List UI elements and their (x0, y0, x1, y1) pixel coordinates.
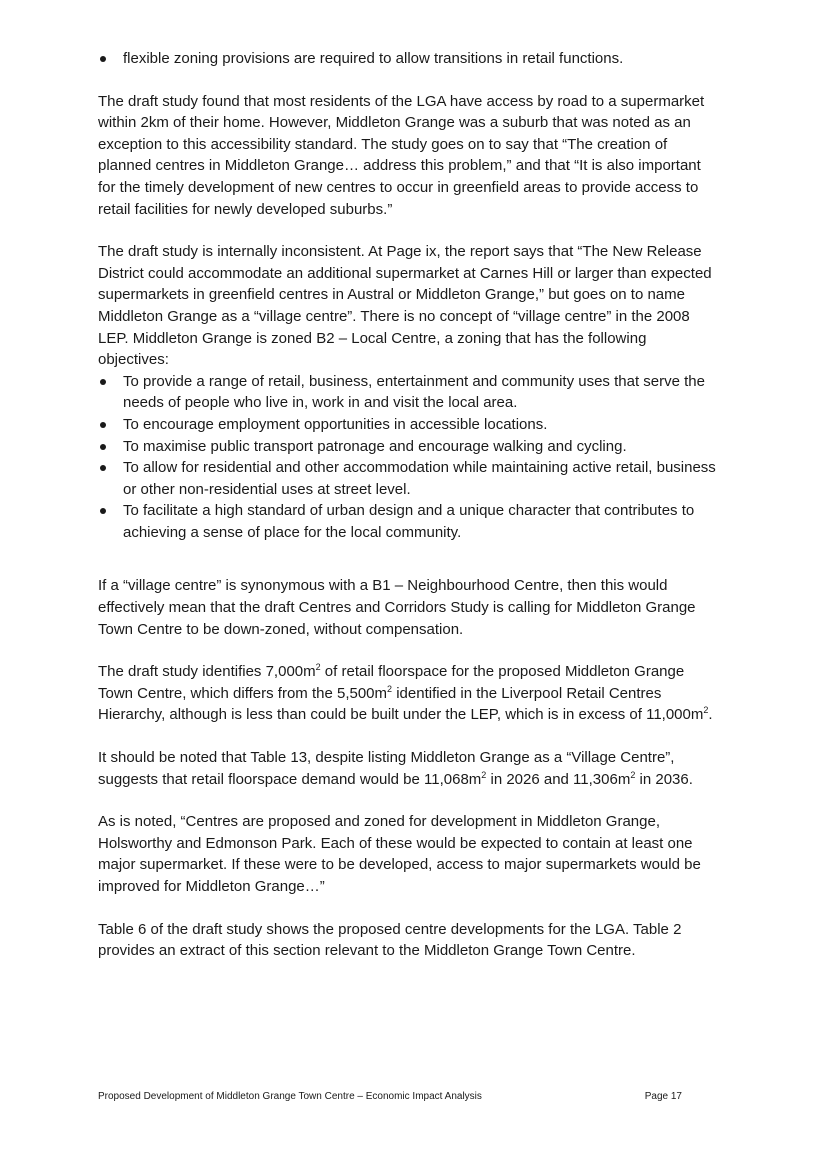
paragraph-inconsistency: The draft study is internally inconsistent. At Page ix, the report says that “The New Release District could accommodate an additional supermarket at Carnes Hill or larger than expected supermarkets in greenfield centres in Austral or Middleton Grange,” but goes on to name Middleton Grange as a “village centre”. There is no concept of “village centre” in the 2008 LEP. Middleton Grange is zoned B2 – Local Centre, a zoning that has the following objectives: (98, 243, 712, 369)
list-item: To maximise public transport patronage and encourage walking and cycling. (98, 436, 720, 458)
top-bullet-list (98, 48, 720, 70)
bullet-icon (100, 465, 106, 471)
list-item: flexible zoning provisions are required to allow transitions in retail functions. (98, 48, 720, 70)
document-body (98, 48, 720, 962)
list-item: To encourage employment opportunities in accessible locations. (98, 414, 720, 436)
list-item: To facilitate a high standard of urban design and a unique character that contributes to achieving a sense of place for the local community. (98, 500, 720, 543)
list-item: To allow for residential and other accommodation while maintaining active retail, business or other non-residential uses at street level. (98, 457, 720, 500)
bullet-icon (100, 444, 106, 450)
paragraph-floorspace: The draft study identifies $7,000m^2$ of retail floorspace for the proposed Middleton Grange Town Centre, which differs from the $5,500m^2$ identified in the Liverpool Retail Centres Hierarchy, although is less than could be built under the LEP, which is in excess of $11,000m^2$. (98, 662, 713, 724)
bullet-icon (100, 422, 106, 428)
footer-title: Proposed Development of Middleton Grange Town Centre – Economic Impact Analysis (98, 1091, 482, 1102)
paragraph-table-13: It should be noted that Table 13, despite listing Middleton Grange as a “Village Centre”, suggests that retail floorspace demand would be $11,068m^2$ in 2026 and $11,306m^2$ in 2036. (98, 749, 693, 788)
paragraph-table-6: Table 6 of the draft study shows the proposed centre developments for the LGA. Table 2 provides an extract of this section relevant to the Middleton Grange Town Centre. (98, 920, 682, 960)
paragraph-village-centre: If a “village centre” is synonymous with a B1 – Neighbourhood Centre, then this would effectively mean that the draft Centres and Corridors Study is calling for Middleton Grange Town Centre to be down-zoned, without compensation. (98, 577, 696, 638)
paragraph-quote: As is noted, “Centres are proposed and zoned for development in Middleton Grange, Holsworthy and Edmonson Park. Each of these would be expected to contain at least one major supermarket. If these were to be developed, access to major supermarkets would be improved for Middleton Grange…” (98, 813, 701, 895)
bullet-icon (100, 508, 106, 514)
page-footer (98, 1091, 682, 1102)
objectives-list (98, 371, 720, 544)
paragraph-supermarket-access: The draft study found that most residents of the LGA have access by road to a supermarket within 2km of their home. However, Middleton Grange was a suburb that was noted as an exception to this accessibility standard. The study goes on to say that “The creation of planned centres in Middleton Grange… address this problem,” and that “It is also important for the timely development of new centres to occur in greenfield areas to provide access to retail facilities for newly developed suburbs.” (98, 92, 705, 218)
page-number: Page 17 (644, 1091, 682, 1102)
list-item: To provide a range of retail, business, entertainment and community uses that serve the needs of people who live in, work in and visit the local area. (98, 371, 720, 414)
bullet-icon (100, 56, 106, 62)
bullet-icon (100, 379, 106, 385)
